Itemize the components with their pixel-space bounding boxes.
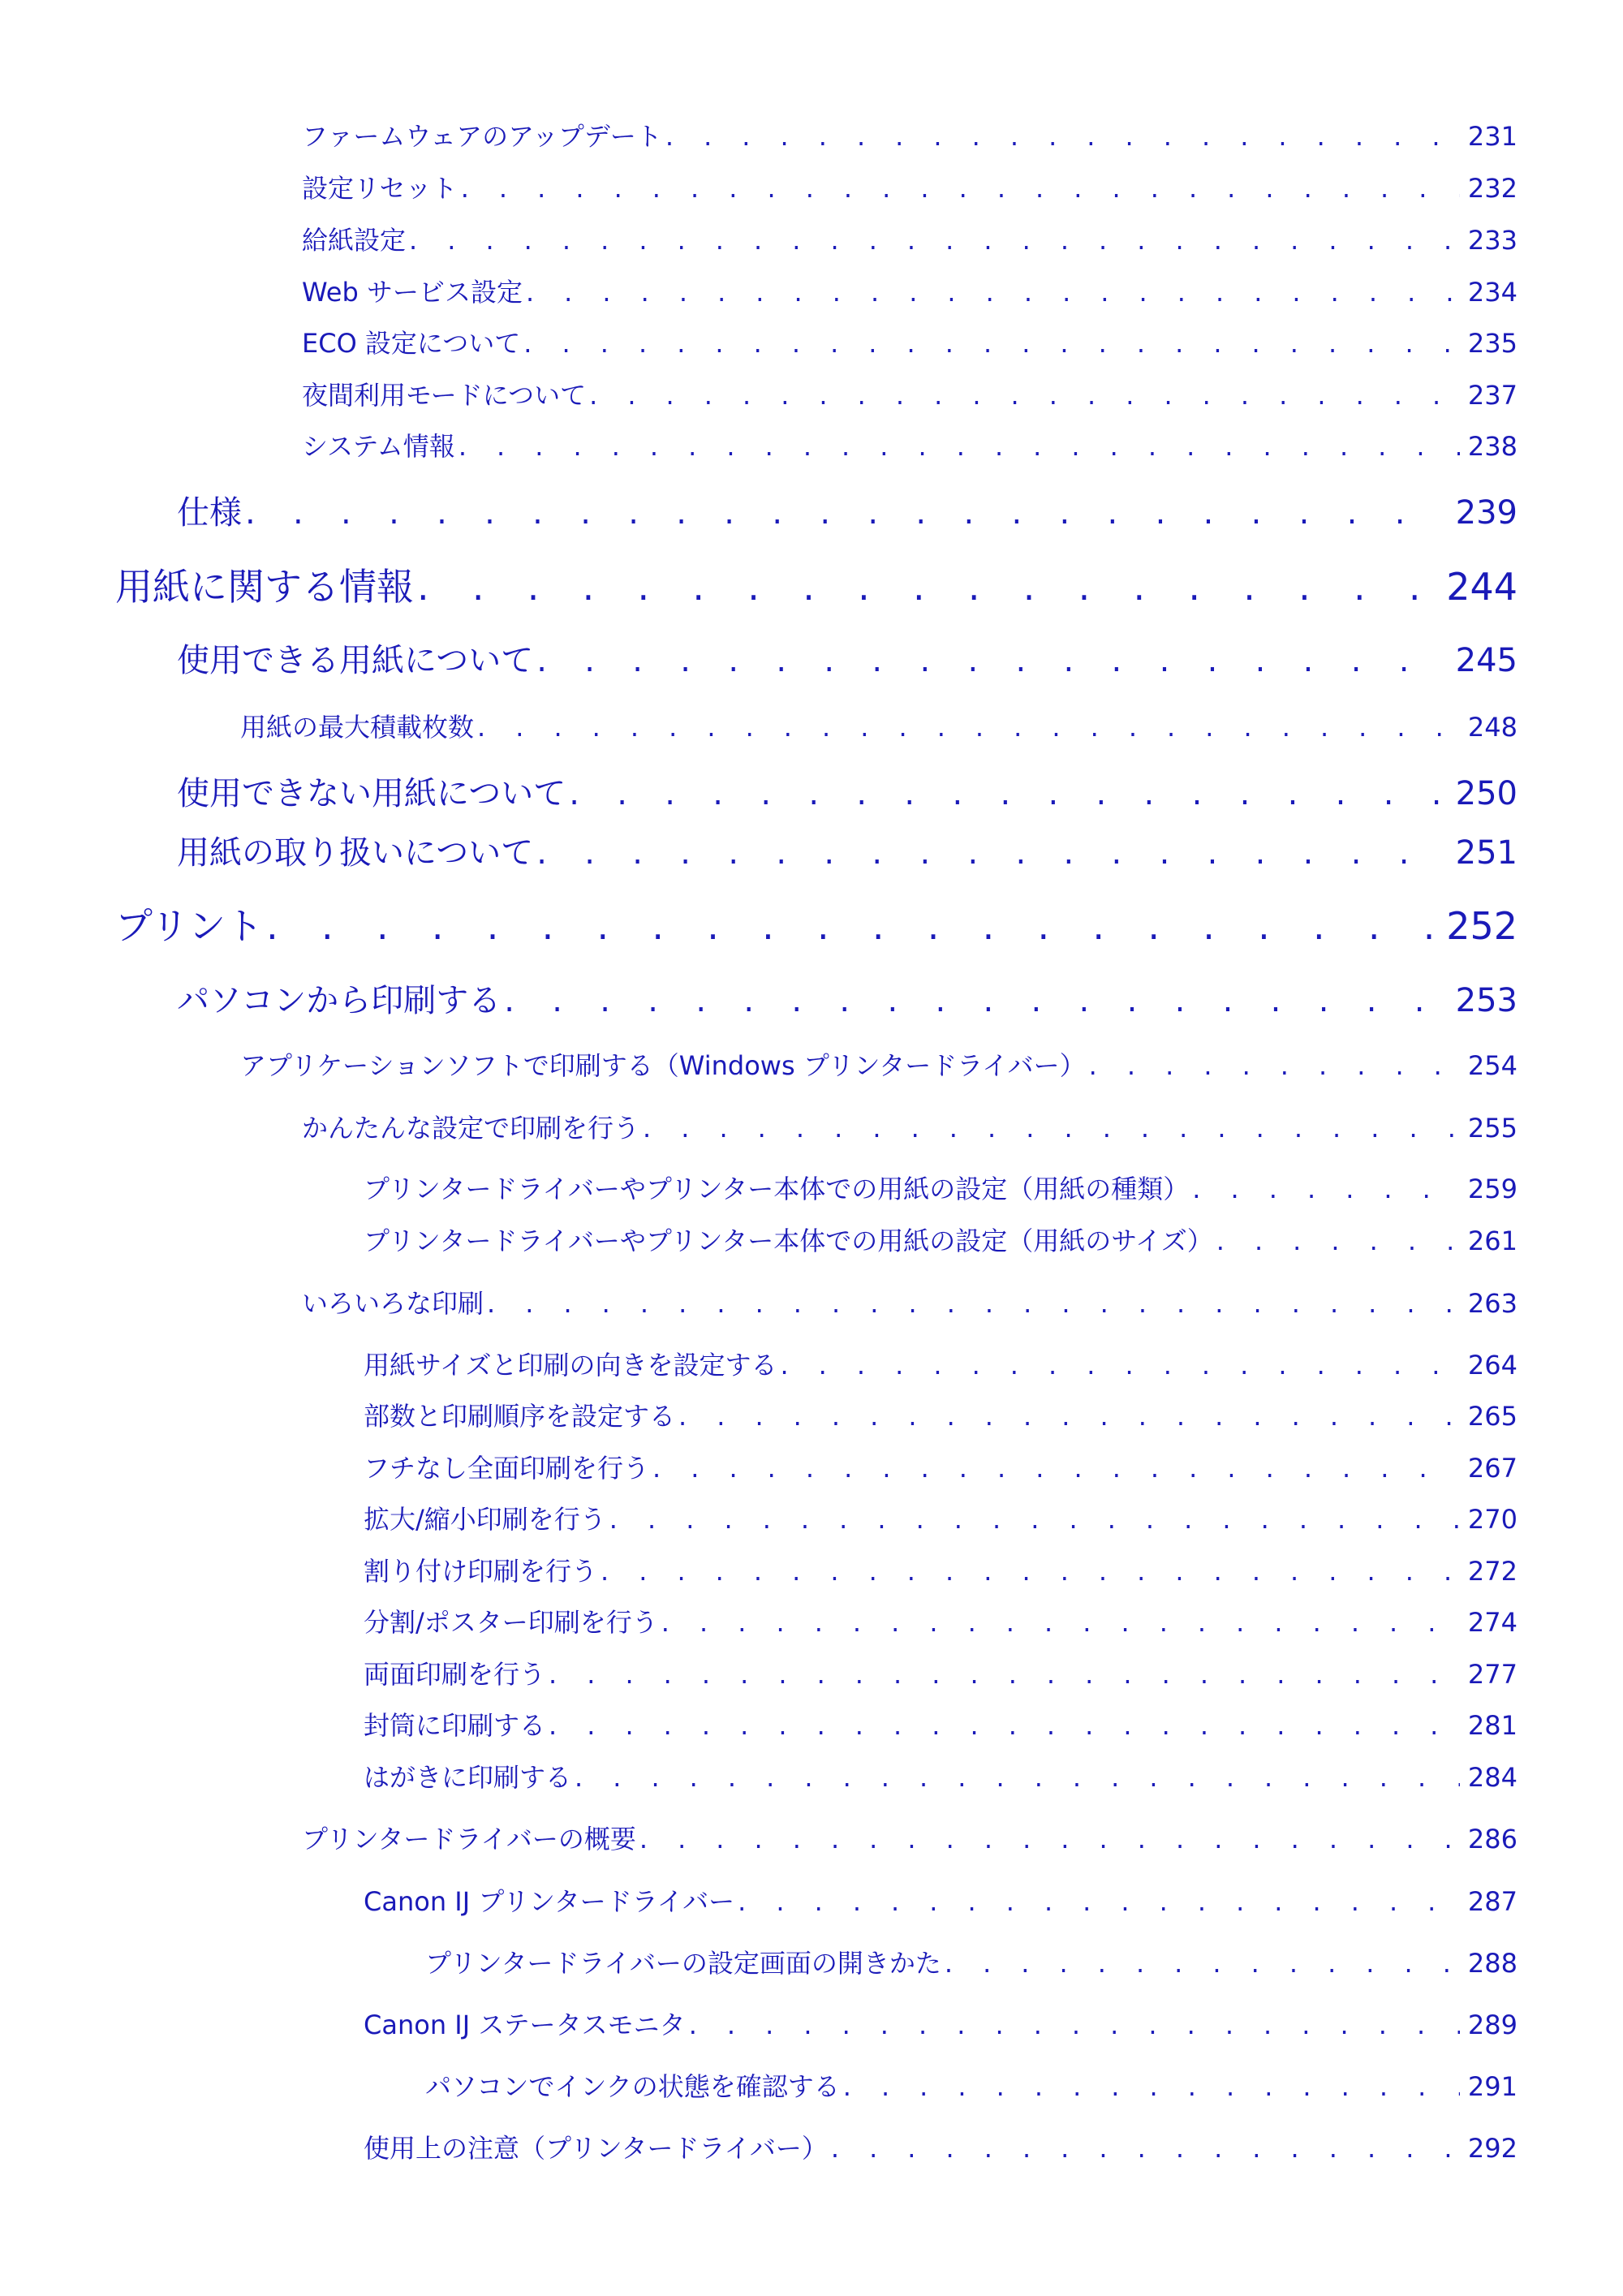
toc-entry-page: 233 [1467,225,1518,256]
toc-entry-label: 拡大/縮小印刷を行う [364,1504,606,1535]
dot-leader [945,1950,1460,1976]
toc-entry-page: 281 [1467,1710,1518,1741]
toc-entry-unusable-paper[interactable] [177,775,1518,812]
toc-entry-check-ink-status[interactable] [425,2071,1518,2102]
toc-entry-page: 231 [1467,121,1518,152]
dot-leader [609,1506,1460,1532]
dot-leader [780,1352,1459,1378]
toc-entry-label: 使用上の注意（プリンタードライバー） [364,2133,828,2164]
toc-entry-page: 261 [1467,1226,1518,1256]
toc-entry-label: Web サービス設定 [302,277,523,308]
dot-leader [589,382,1460,408]
toc-entry-print[interactable] [115,904,1518,948]
toc-entry-page: 232 [1467,173,1518,204]
toc-entry-label: はがきに印刷する [364,1762,572,1793]
toc-entry-envelope-printing[interactable] [364,1710,1518,1741]
toc-entry-paper-feed-settings[interactable] [302,225,1518,256]
toc-entry-page: 274 [1467,1607,1518,1638]
toc-entry-label: 両面印刷を行う [364,1659,546,1690]
dot-leader [678,1403,1460,1429]
toc-entry-label: 用紙の最大積載枚数 [240,712,475,743]
toc-entry-driver-overview[interactable] [302,1826,1518,1852]
toc-entry-paper-size-orientation[interactable] [364,1350,1518,1381]
toc-entry-page: 238 [1467,431,1518,462]
toc-entry-label: システム情報 [302,431,455,462]
toc-entry-page: 265 [1467,1401,1518,1432]
toc-entry-label: 使用できない用紙について [177,775,566,812]
toc-entry-label: Canon IJ プリンタードライバー [364,1886,735,1917]
toc-entry-label: 用紙サイズと印刷の向きを設定する [364,1350,777,1381]
toc-entry-page: 254 [1467,1050,1518,1081]
toc-entry-page: 259 [1467,1174,1518,1204]
toc-entry-page: 272 [1467,1556,1518,1587]
dot-leader [1216,1228,1460,1254]
toc-entry-page: 289 [1467,2010,1518,2040]
toc-entry-page: 252 [1446,904,1518,948]
toc-entry-borderless-printing[interactable] [364,1453,1518,1484]
toc-entry-page: 250 [1455,775,1518,812]
toc-entry-easy-setup-print[interactable] [302,1113,1518,1144]
toc-entry-paper-size-settings[interactable] [364,1228,1518,1254]
toc-entry-paper-information[interactable] [115,565,1518,609]
toc-entry-page: 292 [1467,2133,1518,2164]
dot-leader [643,1115,1460,1141]
dot-leader [504,984,1446,1017]
toc-entry-various-printing[interactable] [302,1288,1518,1319]
dot-leader [523,330,1460,356]
dot-leader [689,2012,1460,2038]
toc-entry-label: パソコンから印刷する [177,982,502,1019]
toc-entry-label: Canon IJ ステータスモニタ [364,2010,686,2040]
toc-entry-page: 255 [1467,1113,1518,1144]
toc-entry-page: 291 [1467,2071,1518,2102]
toc-entry-paper-handling[interactable] [177,834,1518,872]
dot-leader [536,837,1446,869]
toc-entry-page: 286 [1467,1824,1518,1854]
dot-leader [738,1889,1460,1915]
toc-entry-label: アプリケーションソフトで印刷する（Windows プリンタードライバー） [240,1050,1086,1081]
toc-entry-label: フチなし全面印刷を行う [364,1453,650,1484]
toc-entry-system-info[interactable] [302,431,1518,462]
toc-entry-page: 244 [1446,565,1518,609]
toc-entry-print-from-pc[interactable] [177,984,1518,1017]
dot-leader [477,714,1460,740]
toc-entry-scaled-printing[interactable] [364,1504,1518,1535]
toc-entry-label: いろいろな印刷 [302,1288,484,1319]
dot-leader [549,1712,1460,1738]
toc-entry-label: かんたんな設定で印刷を行う [302,1113,640,1144]
dot-leader [266,907,1436,945]
toc-entry-page: 251 [1455,834,1518,872]
toc-entry-label: プリンタードライバーやプリンター本体での用紙の設定（用紙のサイズ） [364,1226,1213,1256]
toc-entry-canon-ij-driver[interactable] [364,1886,1518,1917]
toc-entry-page: 267 [1467,1453,1518,1484]
toc-entry-label: 用紙の取り扱いについて [177,834,534,872]
toc-entry-paper-type-settings[interactable] [364,1176,1518,1202]
dot-leader [639,1826,1460,1852]
toc-entry-label: プリント [115,904,264,948]
toc-entry-label: 給紙設定 [302,225,407,256]
dot-leader [487,1290,1460,1316]
toc-entry-label: 設定リセット [302,173,458,204]
toc-entry-page: 239 [1455,494,1518,532]
toc-entry-page: 234 [1467,277,1518,308]
toc-entry-duplex-printing[interactable] [364,1659,1518,1690]
toc-entry-page: 270 [1467,1504,1518,1535]
toc-entry-page-layout-printing[interactable] [364,1556,1518,1587]
toc-entry-label: 部数と印刷順序を設定する [364,1401,676,1432]
toc-entry-page: 237 [1467,380,1518,411]
toc-entry-night-mode[interactable] [302,380,1518,411]
dot-leader [245,497,1446,529]
toc-entry-usable-paper[interactable] [177,644,1518,677]
toc-entry-label: 使用できる用紙について [177,642,534,679]
dot-leader [461,175,1460,201]
toc-entry-eco-settings[interactable] [302,328,1518,359]
dot-leader [665,123,1460,149]
toc-entry-label: プリンタードライバーの概要 [302,1824,636,1854]
toc-entry-page: 284 [1467,1762,1518,1793]
dot-leader [409,227,1460,253]
toc-entry-settings-reset[interactable] [302,173,1518,204]
toc-entry-paper-load-limit[interactable] [240,712,1518,743]
toc-entry-label: ファームウェアのアップデート [302,121,662,152]
toc-entry-driver-usage-notes[interactable] [364,2133,1518,2164]
toc-entry-label: 夜間利用モードについて [302,380,587,411]
toc-entry-label: 用紙に関する情報 [115,565,414,609]
toc-entry-label: 仕様 [177,494,242,532]
toc-entry-page: 235 [1467,328,1518,359]
dot-leader [652,1455,1460,1481]
toc-entry-open-driver-settings[interactable] [425,1948,1518,1979]
toc-entry-page: 288 [1467,1948,1518,1979]
dot-leader [831,2135,1460,2161]
toc-entry-page: 245 [1455,642,1518,679]
toc-entry-specifications[interactable] [177,494,1518,532]
toc-entry-label: 割り付け印刷を行う [364,1556,598,1587]
toc-entry-firmware-update[interactable] [302,121,1518,152]
toc-entry-page: 264 [1467,1350,1518,1381]
toc-entry-copies-print-order[interactable] [364,1401,1518,1432]
dot-leader [526,279,1460,305]
toc-entry-postcard-printing[interactable] [364,1762,1518,1793]
toc-entry-label: 分割/ポスター印刷を行う [364,1607,658,1638]
toc-entry-label: 封筒に印刷する [364,1710,546,1741]
dot-leader [1192,1176,1460,1202]
dot-leader [601,1558,1460,1584]
toc-entry-canon-ij-status-monitor[interactable] [364,2012,1518,2038]
toc-entry-web-service-settings[interactable] [302,277,1518,308]
toc-entry-page: 248 [1467,712,1518,743]
dot-leader [1089,1053,1460,1079]
toc-entry-page: 263 [1467,1288,1518,1319]
toc-entry-page: 253 [1455,982,1518,1019]
toc-entry-label: プリンタードライバーの設定画面の開きかた [425,1948,941,1979]
dot-leader [458,433,1460,459]
toc-entry-poster-printing[interactable] [364,1607,1518,1638]
dot-leader [417,568,1436,605]
toc-entry-label: プリンタードライバーやプリンター本体での用紙の設定（用紙の種類） [364,1174,1190,1204]
dot-leader [536,644,1446,677]
toc-entry-label: パソコンでインクの状態を確認する [425,2071,840,2102]
toc-entry-page: 277 [1467,1659,1518,1690]
toc-entry-page: 287 [1467,1886,1518,1917]
dot-leader [661,1609,1460,1635]
dot-leader [843,2074,1460,2100]
toc-entry-label: ECO 設定について [302,328,521,359]
dot-leader [569,778,1446,810]
dot-leader [549,1661,1460,1687]
toc-entry-print-from-application[interactable] [240,1050,1518,1081]
dot-leader [575,1764,1460,1790]
